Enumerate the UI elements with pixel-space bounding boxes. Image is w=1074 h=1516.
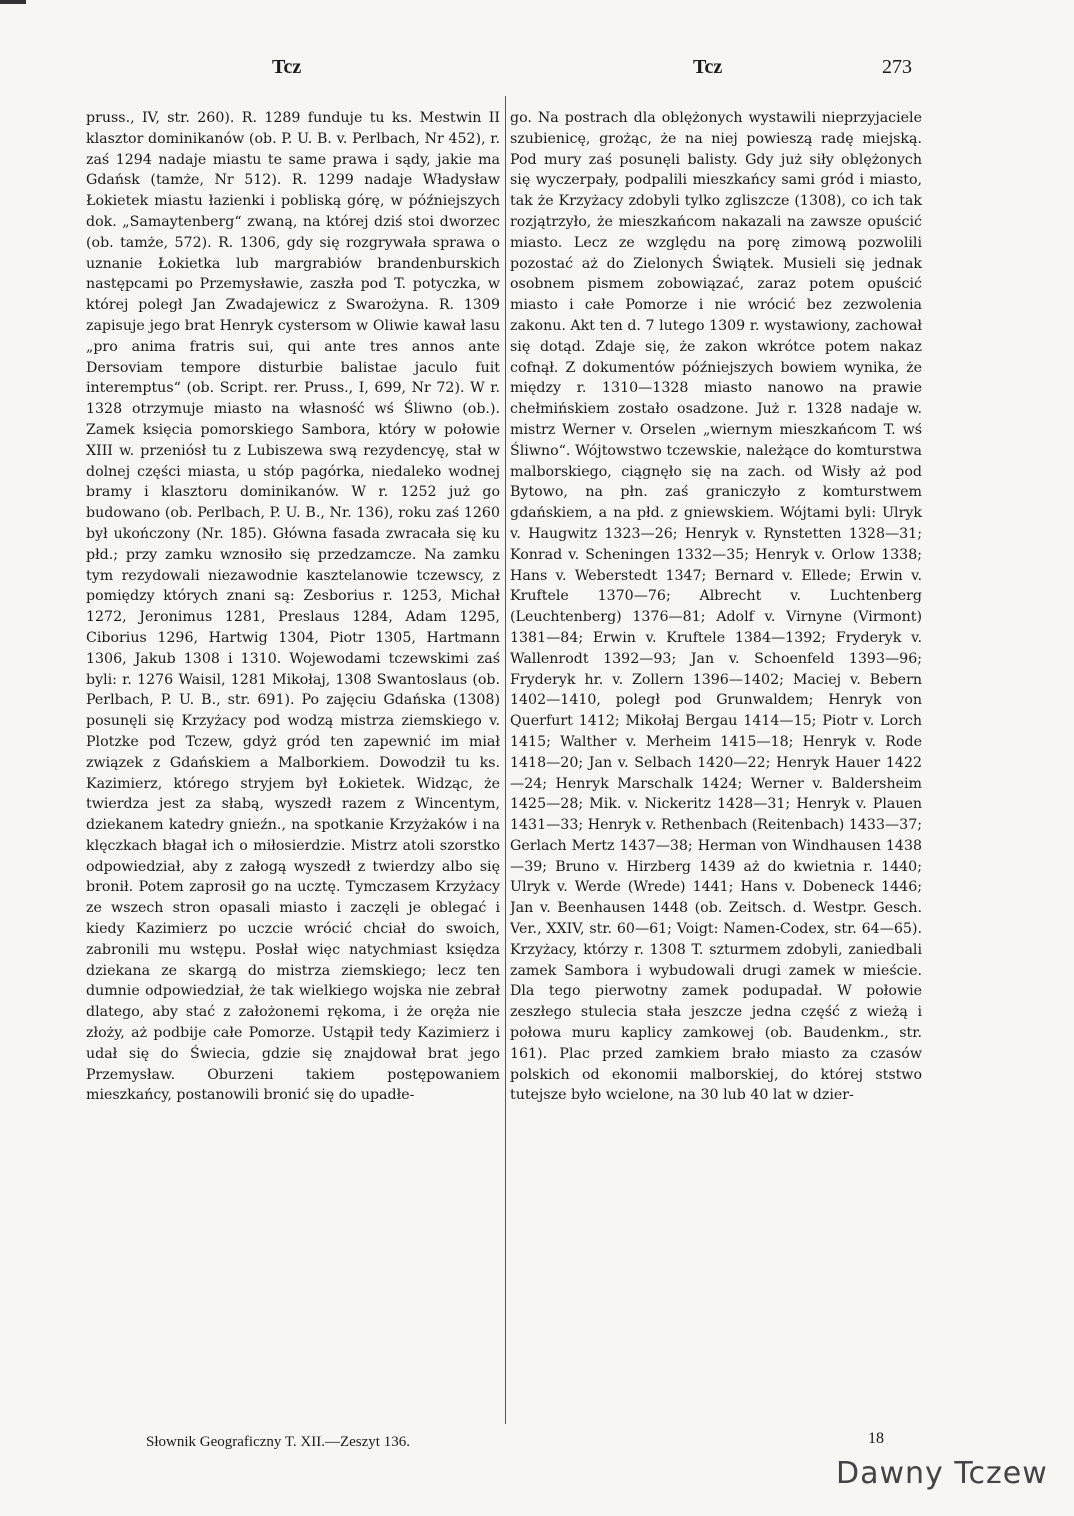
header-right-title: Tcz [693, 56, 723, 78]
page-header [0, 56, 1074, 86]
right-column-text: go. Na postrach dla oblężonych wystawili nieprzyjaciele szubienicę, grożąc, że na niej powieszą radę miejską. Pod mury zaś posunęli balisty. Gdy już siły oblężonych się wyczerpały, podpalili mieszkańcy sami gród i miasto, tak że Krzyżacy zdobyli tylko zgliszcze (1308), co ich tak rozjątrzyło, że mieszkańcom nakazali na zawsze opuścić miasto. Lecz ze względu na porę zimową pozwolili pozostać aż do Zielonych Świątek. Musieli się jednak osobnem pismem zobowiązać, zaraz potem opuścić miasto i całe Pomorze i nie wrócić bez zezwolenia zakonu. Akt ten d. 7 lutego 1309 r. wystawiony, zachował się dotąd. Zdaje się, że zakon wkrótce potem nakaz cofnął. Z dokumentów późniejszych bowiem wynika, że między r. 1310—1328 miasto nanowo na prawie chełmińskiem zostało osadzone. Już r. 1328 nadaje w. mistrz Werner v. Orselen „wiernym mieszkańcom T. wś Śliwno“. Wójtowstwo tczewskie, należące do komturstwa malborskiego, ciągnęło się na zach. od Wisły aż pod Bytowo, na płn. zaś graniczyło z komturstwem gdańskiem, a na płd. z gniewskiem. Wójtami byli: Ulryk v. Haugwitz 1323—26; Henryk v. Rynstetten 1328—31; Konrad v. Scheningen 1332—35; Henryk v. Orlow 1338; Hans v. Weberstedt 1347; Bernard v. Ellede; Erwin v. Kruftele 1370—76; Albrecht v. Luchtenberg (Leuchtenberg) 1376—81; Adolf v. Virnyne (Virmont) 1381—84; Erwin v. Kruftele 1384—1392; Fryderyk v. Wallenrodt 1392—93; Jan v. Schoenfeld 1393—96; Fryderyk hr. v. Zollern 1396—1402; Maciej v. Bebern 1402—1410, poległ pod Grunwaldem; Henryk von Querfurt 1412; Mikołaj Bergau 1414—15; Piotr v. Lorch 1415; Walther v. Merheim 1415—18; Henryk v. Rode 1418—20; Jan v. Selbach 1420—22; Henryk Hauer 1422—24; Henryk Marschalk 1424; Werner v. Baldersheim 1425—28; Mik. v. Nickeritz 1428—31; Henryk v. Plauen 1431—33; Henryk v. Rethenbach (Reitenbach) 1433—37; Gerlach Mertz 1437—38; Herman von Windhausen 1438—39; Bruno v. Hirzberg 1439 aż do kwietnia r. 1440; Ulryk v. Werde (Wrede) 1441; Hans v. Dobeneck 1446; Jan v. Beenhausen 1448 (ob. Zeitsch. d. Westpr. Gesch. Ver., XXIV, str. 60—61; Voigt: Namen-Codex, str. 64—65). Krzyżacy, którzy r. 1308 T. szturmem zdobyli, zaniedbali zamek Sambora i wybudowali drugi zamek w mieście. Dla tego pierwotny zamek podupadał. W połowie zeszłego stulecia stała jeszcze jedna część z wieżą i połowa muru kaplicy zamkowej (ob. Baudenkm., str. 161). Plac przed zamkiem brało miasto za czasów polskich od ekonomii malborskiej, do której ststwo tutejsze było wcielone, na 30 lub 40 lat w dzier- [510, 110, 922, 1104]
watermark-text: Dawny Tczew [836, 1456, 1048, 1491]
scan-corner-mark [0, 0, 26, 4]
header-left-title: Tcz [272, 56, 302, 78]
left-column-text: pruss., IV, str. 260). R. 1289 funduje tu ks. Mestwin II klasztor dominikanów (ob. P. U. B. v. Perlbach, Nr 452), r. zaś 1294 nadaje miastu te same prawa i sądy, jakie ma Gdańsk (tamże, Nr 512). R. 1299 nadaje Władysław Łokietek miastu łazienki i pobliską górę, w późniejszych dok. „Samaytenberg“ zwaną, na której dziś stoi dworzec (ob. tamże, 572). R. 1306, gdy się rozgrywała sprawa o uznanie Łokietka lub margrabiów brandenburskich następcami po Przemysławie, zaszła pod T. potyczka, w której poległ Jan Zwadajewicz z Swarożyna. R. 1309 zapisuje jego brat Henryk cystersom w Oliwie kawał lasu „pro anima fratris sui, qui ante tres annos ante Dersoviam tempore disturbie balistae jaculo fuit interemptus“ (ob. Script. rer. Pruss., I, 699, Nr 72). W r. 1328 otrzymuje miasto na własność wś Śliwno (ob.). Zamek księcia pomorskiego Sambora, który w połowie XIII w. przeniósł tu z Lubiszewa swą rezydencyę, stał w dolnej części miasta, u stóp pagórka, niedaleko wodnej bramy i klasztoru dominikanów. W r. 1252 już go budowano (ob. Perlbach, P. U. B., Nr. 136), roku zaś 1260 był ukończony (Nr. 185). Główna fasada zwracała się ku płd.; przy zamku wznosiło się przedzamcze. Na zamku tym rezydowali niezawodnie kasztelanowie tczewscy, z pomiędzy których znani są: Zesborius r. 1253, Michał 1272, Jeronimus 1281, Preslaus 1284, Adam 1295, Ciborius 1296, Hartwig 1304, Piotr 1305, Hartmann 1306, Jakub 1308 i 1310. Wojewodami tczewskimi zaś byli: r. 1276 Waisil, 1281 Mikołaj, 1308 Swantoslaus (ob. Perlbach, P. U. B., str. 691). Po zajęciu Gdańska (1308) posunęli się Krzyżacy pod wodzą mistrza ziemskiego v. Plotzke pod Tczew, gdyż gród ten zapewnić im miał związek z Gdańskiem a Malborkiem. Dowodził tu ks. Kazimierz, którego stryjem był Łokietek. Widząc, że twierdza jest za słabą, wyszedł razem z Wincentym, dziekanem katedry gnieźn., na spotkanie Krzyżaków i na klęczkach błagał ich o miłosierdzie. Mistrz atoli szorstko odpowiedział, aby z załogą wyszedł z twierdzy albo się bronił. Potem zaprosił go na ucztę. Tymczasem Krzyżacy ze wszech stron opasali miasto i zaczęli je oblegać i kiedy Kazimierz po uczcie wrócić chciał do swoich, zabronili mu wstępu. Posłał więc natychmiast księdza dziekana ze skargą do mistrza ziemskiego; lecz ten dumnie odpowiedział, że tak wielkiego wojska nie zebrał dlatego, aby stać z założonemi rękoma, i że oręża nie złoży, aż podbije całe Pomorze. Ustąpił tedy Kazimierz i udał się do Świecia, gdzie się znajdował brat jego Przemysław. Oburzeni takiem postępowaniem mieszkańcy, postanowili bronić się do upadłe- [86, 110, 500, 1104]
footer-source-line: Słownik Geograficzny T. XII.—Zeszyt 136. [146, 1434, 410, 1450]
column-divider [505, 96, 506, 1424]
footer-signature: 18 [868, 1430, 884, 1447]
page-number: 273 [882, 56, 912, 78]
